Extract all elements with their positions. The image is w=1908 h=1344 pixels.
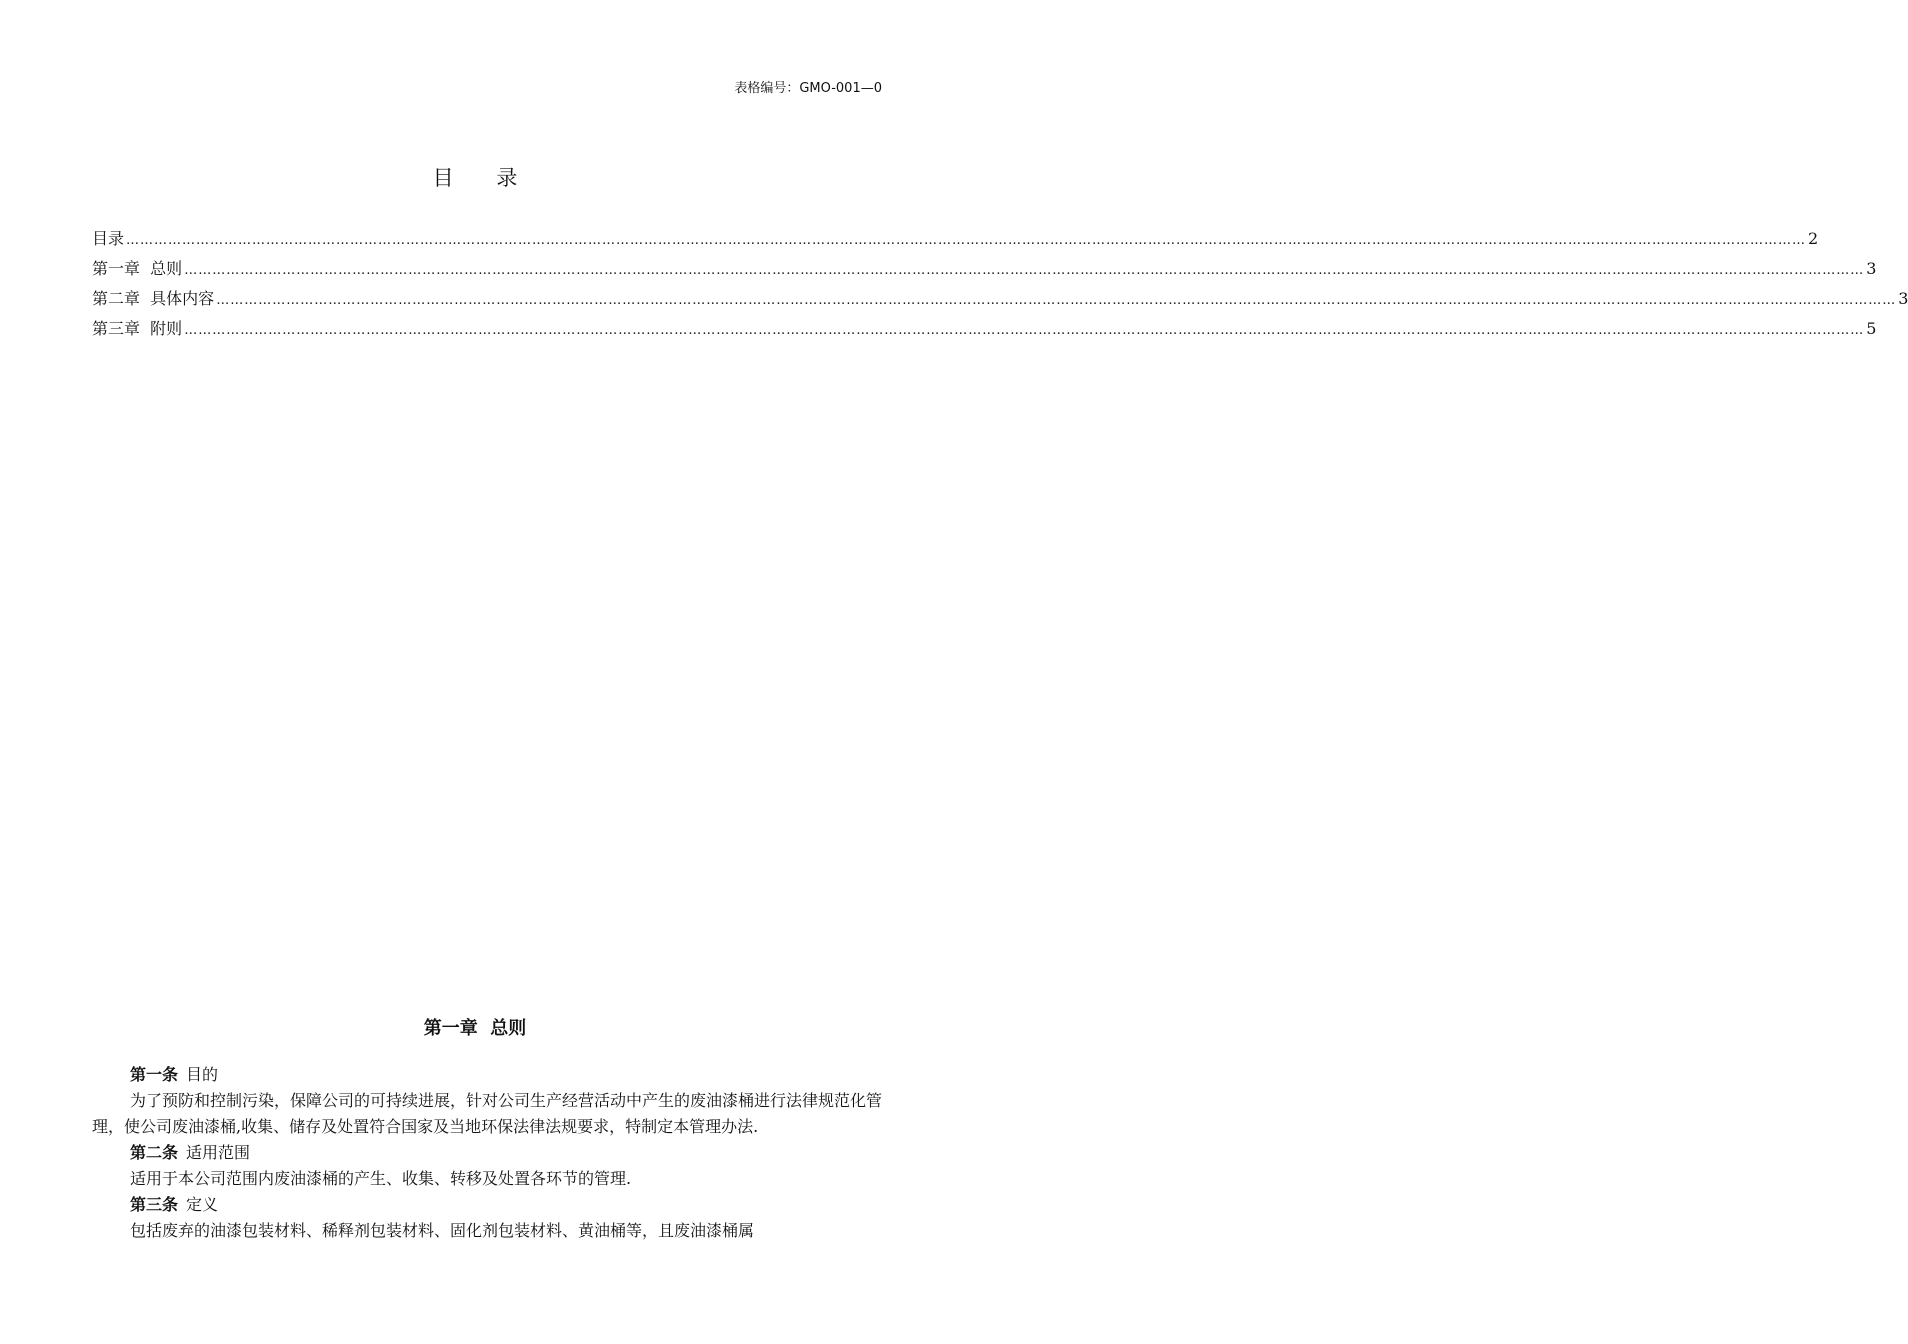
article-title: 适用范围 [186,1143,251,1162]
article-heading [92,1062,882,1088]
article-heading [92,1140,882,1166]
toc-entry[interactable] [92,316,1877,346]
toc-entry-page: 3 [1898,289,1908,308]
form-number: 表格编号：GMO-001—0 [734,81,882,96]
chapter-title: 第一章 总则 [423,1018,527,1039]
toc-leader-dots: ……………………………………………………………………………………………………………………………………………………………………………………………………………………………………………………………………………………………………………………………… [126,233,1807,248]
toc-entry-label: 第三章 附则 [92,319,183,338]
article-text: 适用于本公司范围内废油漆桶的产生、收集、转移及处置各环节的管理. [130,1169,632,1188]
article-number: 第二条 [130,1143,179,1162]
article-number: 第一条 [130,1065,179,1084]
toc-entry-page: 3 [1866,259,1877,278]
chapter-body [92,1062,882,1244]
table-of-contents [92,226,1908,346]
toc-entry-page: 2 [1808,229,1819,248]
toc-entry[interactable] [92,286,1908,316]
toc-entry[interactable] [92,226,1819,256]
toc-entry-page: 5 [1866,319,1877,338]
toc-entry[interactable] [92,256,1877,286]
article-title: 定义 [186,1195,219,1214]
toc-leader-dots: ……………………………………………………………………………………………………………………………………………………………………………………………………………………………………………………………………………………………………………………………… [216,293,1897,308]
article-text: 为了预防和控制污染，保障公司的可持续进展，针对公司生产经营活动中产生的废油漆桶进行法律规范化管理，使公司废油漆桶,收集、储存及处置符合国家及当地环保法律法规要求，特制定本管理办法. [92,1091,883,1136]
toc-entry-label: 第一章 总则 [92,259,183,278]
article-title: 目的 [186,1065,219,1084]
toc-entry-label: 目录 [92,229,125,248]
article-heading [92,1192,882,1218]
toc-title: 目 录 [432,166,536,190]
toc-entry-label: 第二章 具体内容 [92,289,215,308]
toc-leader-dots: ……………………………………………………………………………………………………………………………………………………………………………………………………………………………………………………………………………………………………………………………… [184,323,1865,338]
article-number: 第三条 [130,1195,179,1214]
article-text: 包括废弃的油漆包装材料、稀释剂包装材料、固化剂包装材料、黄油桶等，且废油漆桶属 [130,1221,755,1240]
toc-leader-dots: ……………………………………………………………………………………………………………………………………………………………………………………………………………………………………………………………………………………………………………………………… [184,263,1865,278]
